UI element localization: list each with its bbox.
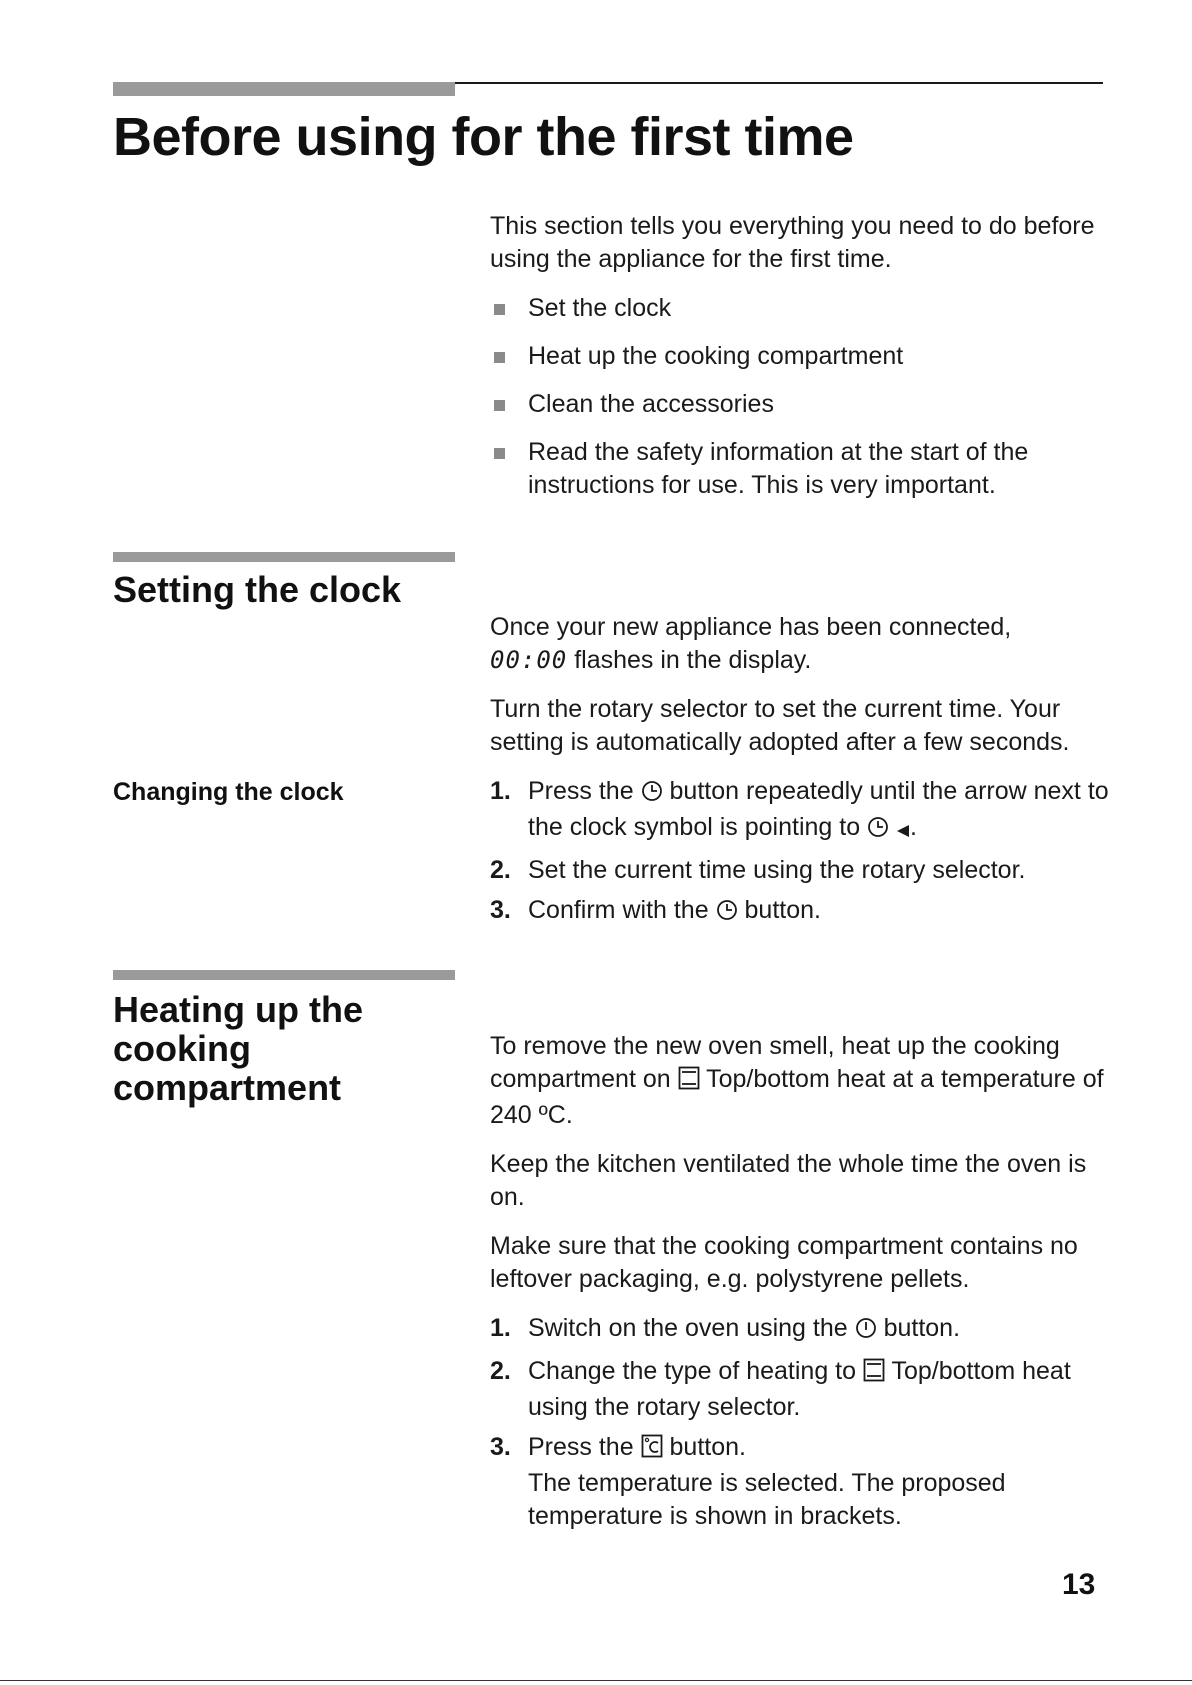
list-item: Read the safety information at the start of the instructions for use. This is very important. xyxy=(490,436,1115,502)
heating-steps xyxy=(490,1312,1115,1533)
intro-text: This section tells you everything you need to do before using the appliance for the first time. xyxy=(490,212,1095,273)
page-number: 13 xyxy=(1062,1568,1096,1601)
square-bullet-icon xyxy=(494,304,505,315)
list-item: Clean the accessories xyxy=(490,388,1115,421)
clock-icon xyxy=(716,897,738,930)
list-item: 1. Switch on the oven using the button. xyxy=(490,1312,1115,1348)
list-item: Heat up the cooking compartment xyxy=(490,340,1115,373)
clock-icon xyxy=(641,778,663,811)
temperature-icon xyxy=(641,1434,663,1467)
clock-steps xyxy=(490,775,1115,930)
square-bullet-icon xyxy=(494,352,505,363)
display-readout: 00:00 xyxy=(490,646,568,674)
list-item: 2. Set the current time using the rotary selector. xyxy=(490,856,1026,884)
list-item: 3. Confirm with the button. xyxy=(490,894,1115,930)
heating-paragraph-3: Make sure that the cooking compartment contains no leftover packaging, e.g. polystyrene pellets. xyxy=(490,1232,1078,1293)
section-title-clock: Setting the clock xyxy=(113,569,402,610)
heating-paragraph-2: Keep the kitchen ventilated the whole time the oven is on. xyxy=(490,1150,1087,1211)
footer-rule xyxy=(0,1680,1192,1681)
section-bar-heating xyxy=(113,970,455,980)
top-bottom-heat-icon xyxy=(678,1066,700,1099)
clock-icon xyxy=(867,814,889,847)
clock-section xyxy=(490,611,1115,937)
list-item: 3. Press the button. The temperature is selected. The proposed temperature is shown in brackets. xyxy=(490,1433,1006,1530)
intro-list xyxy=(490,292,1115,502)
clock-paragraph-2: Turn the rotary selector to set the current time. Your setting is automatically adopted after a few seconds. xyxy=(490,695,1070,756)
square-bullet-icon xyxy=(494,400,505,411)
list-item: Set the clock xyxy=(490,292,1115,325)
section-bar-clock xyxy=(113,552,455,562)
intro-section xyxy=(490,210,1115,517)
clock-paragraph-1: Once your new appliance has been connected, 00:00 flashes in the display. xyxy=(490,613,1012,674)
subsection-title-changing-clock: Changing the clock xyxy=(113,778,344,806)
list-item: 1. Press the button repeatedly until the arrow next to the clock symbol is pointing to . xyxy=(490,775,1115,847)
arrow-left-icon xyxy=(896,814,910,847)
heating-section xyxy=(490,1030,1115,1540)
section-title-heating: Heating up the cooking compartment xyxy=(113,989,363,1108)
top-bottom-heat-icon xyxy=(863,1358,885,1391)
list-item: 2. Change the type of heating to Top/bottom heat using the rotary selector. xyxy=(490,1357,1071,1421)
title-bar-accent xyxy=(113,82,455,96)
page-title: Before using for the first time xyxy=(113,107,854,167)
power-icon xyxy=(855,1315,877,1348)
square-bullet-icon xyxy=(494,448,505,459)
heating-paragraph-1: To remove the new oven smell, heat up the cooking compartment on Top/bottom heat at a temperature of 240 ºC. xyxy=(490,1032,1104,1129)
